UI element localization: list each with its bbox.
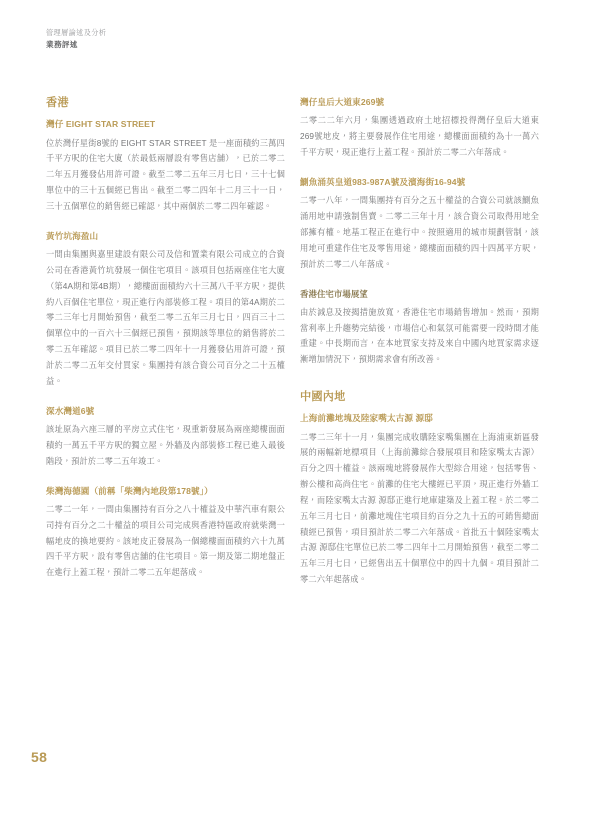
two-column-body (46, 96, 554, 588)
project-heading-wong-chuk-hang: 黃竹坑海盈山 (46, 230, 99, 241)
project-body-shanghai-qiantan-lujiazui: 二零二三年十一月，集團完成收購陸家嘴集團在上海浦東新區發展的兩幅新地標項目（上海前灘綜合發展項目和陸家嘴太古源）百分之四十權益。該兩塊地將發展作大型綜合用途，包括零售、辦公樓和高尚住宅。前灘的住宅大樓經已平頂，現正進行外牆工程，而陸家嘴太古源 源邸正進行地庫建築及上蓋工程。於二零二五年三月七日，前灘地塊住宅項目約百分之九十五的可銷售總面積經已預售，項目預計於二零二六年落成。首批五十個陸家嘴太古源 源邸住宅單位已於二零二四年十二月開始預售，截至二零二五年三月七日，已經售出五十個單位中的四十九個。項目預計二零二六年起落成。 (300, 432, 539, 585)
project-heading-deep-water-bay-road-6: 深水灣道6號 (46, 405, 95, 416)
project-heading-kings-road-quarry-bay: 鰂魚涌英皇道983-987A號及濱海街16-94號 (300, 176, 466, 187)
section-spacer (300, 383, 539, 390)
right-column (300, 96, 539, 588)
running-head-section: 業務評述 (46, 40, 78, 50)
region-heading-hongkong: 香港 (46, 97, 69, 109)
left-column (46, 96, 285, 588)
project-body-chai-wan-hyde-park: 二零二一年，一間由集團持有百分之八十權益及中華汽車有限公司持有百分之二十權益的項目公司完成與香港特區政府就柴灣一幅地皮的換地要約。該地皮正發展為一個總樓面面積約六十九萬四千平方呎，設有零售店舖的住宅項目。第一期及第二期地盤正在進行上蓋工程，預計二零二五年起落成。 (46, 505, 285, 578)
project-body-wong-chuk-hang: 一間由集團與嘉里建設有限公司及信和置業有限公司成立的合資公司在香港黃竹坑發展一個住宅項目。該項目包括兩座住宅大廈（第4A期和第4B期），總樓面面積約六十三萬八千平方呎，提供約八百個住宅單位，現正進行內部裝修工程。項目的第4A期於二零二三年七月開始預售，截至二零二五年三月七日，四百三十二個單位中的一百六十三個經已預售，預期該等單位的銷售將於二零二五年確認。項目已於二零二四年十一月獲發佔用許可證，預計於二零二五年交付買家。集團持有該合資公司百分之二十五權益。 (46, 250, 285, 386)
outlook-heading-hk-residential-market: 香港住宅市場展望 (300, 288, 368, 299)
project-body-deep-water-bay-road-6: 該址原為六座三層的平房立式住宅，現重新發展為兩座總樓面面積約一萬五千平方呎的獨立屋。外牆及內部裝修工程已進入最後階段，預計於二零二五年竣工。 (46, 425, 285, 466)
running-head-chapter: 管理層論述及分析 (46, 28, 107, 37)
project-heading-queens-road-east-269: 灣仔皇后大道東269號 (300, 97, 385, 107)
project-body-kings-road-quarry-bay: 二零一八年，一間集團持有百分之五十權益的合資公司就該鰂魚涌用地申請強制售賣。二零二三年十月，該合資公司取得用地全部擁有權。地基工程正在進行中。按照適用的城市規劃管制，該用地可重建作住宅及零售用途，總樓面面積約四十四萬平方呎，預計於二零二八年落成。 (300, 196, 539, 269)
outlook-body-hk-residential-market: 由於減息及按揭措施放寬，香港住宅市場銷售增加。然而，預期當利率上升趨勢完結後，市場信心和氣氛可能需要一段時間才能重建。中長期而言，在本地買家支持及來自中國內地買家需求逐漸增加情況下，預期需求會有所改善。 (300, 307, 539, 365)
running-head (46, 28, 106, 51)
project-heading-eight-star-street: 灣仔 EIGHT STAR STREET (46, 119, 156, 130)
region-heading-mainland-china: 中國內地 (300, 391, 346, 404)
project-body-queens-road-east-269: 二零二二年六月，集團透過政府土地招標投得灣仔皇后大道東269號地皮，將主要發展作住宅用途，總樓面面積約為十一萬六千平方呎，現正進行上蓋工程。預計於二零二六年落成。 (300, 116, 539, 158)
page-number: 58 (31, 749, 48, 765)
project-body-eight-star-street: 位於灣仔星街8號的 EIGHT STAR STREET 是一座面積約三萬四千平方呎的住宅大廈（於最低兩層設有零售店舖），已於二零二二年五月獲發佔用許可證。截至二零二五年三月七日，三十七個單位中的三十五個經已售出。截至二零二四年十二月三十一日，三十五個單位的銷售經已確認，其中兩個於二零二四年確認。 (46, 138, 285, 211)
project-heading-chai-wan-hyde-park: 柴灣海德園（前稱「柴灣內地段第178號」） (46, 485, 213, 496)
project-heading-shanghai-qiantan-lujiazui: 上海前灘地塊及陸家嘴太古源 源邸 (300, 413, 433, 424)
